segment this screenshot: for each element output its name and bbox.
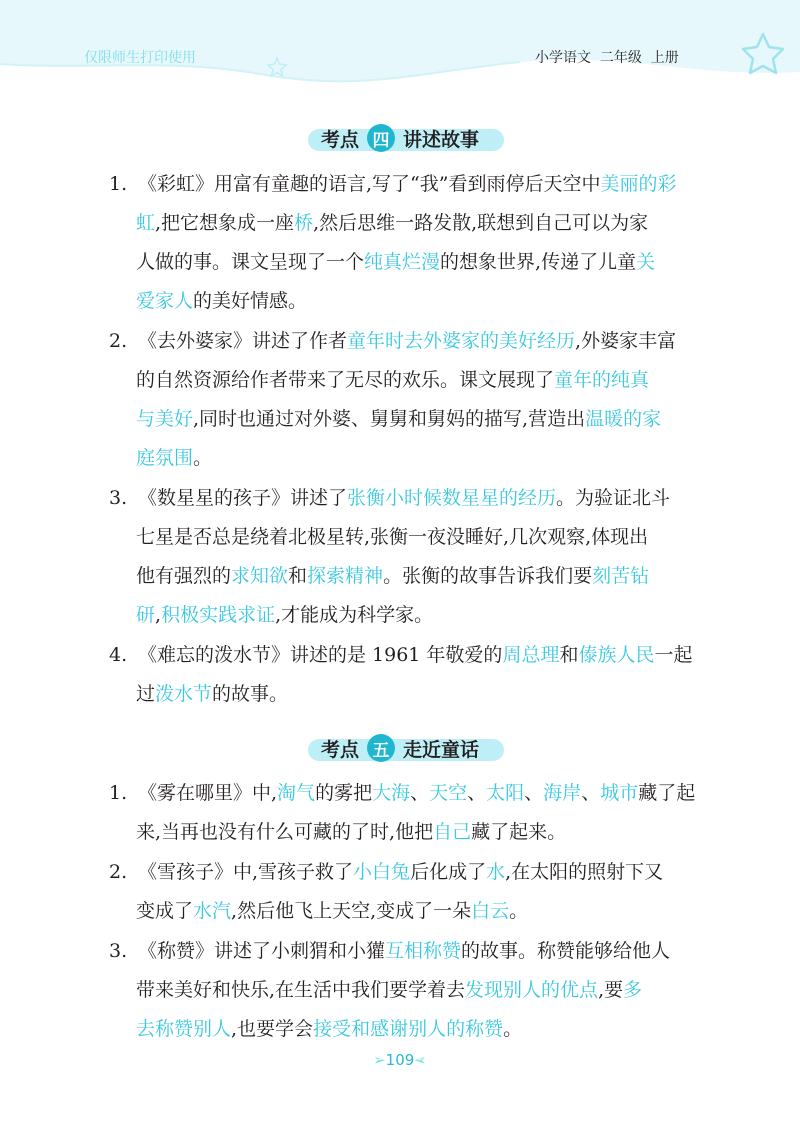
highlighted-answer: 水 (486, 861, 506, 883)
text-line (138, 853, 663, 892)
page-number-text: 109 (385, 1051, 415, 1069)
text-segment: 他有强烈的 (136, 565, 232, 587)
section-title (0, 121, 800, 155)
highlighted-answer: 多 (623, 979, 643, 1001)
item-number: 4. (109, 644, 128, 666)
text-segment: 《称赞》讲述了小刺猬和小獾 (138, 940, 386, 962)
text-segment: 《数星星的孩子》讲述了 (138, 487, 348, 509)
text-segment: , (155, 604, 162, 626)
text-segment: ,外婆家丰富 (575, 330, 677, 352)
section-heading: 讲述故事 (403, 128, 480, 151)
text-segment: 。 (193, 447, 213, 469)
text-segment: 的美好情感。 (193, 290, 308, 312)
text-segment: 后化成了 (410, 861, 487, 883)
highlighted-answer: 美丽的彩 (600, 173, 677, 195)
text-segment: 一起 (654, 644, 693, 666)
text-segment: 、 (524, 782, 544, 804)
text-segment: 过 (136, 683, 156, 705)
highlighted-answer: 去称赞别人 (136, 1018, 232, 1040)
text-segment: ,要 (598, 979, 624, 1001)
text-segment: 的故事。称赞能够给他人 (461, 940, 671, 962)
highlighted-answer: 探索精神 (307, 565, 384, 587)
text-line (136, 439, 212, 478)
text-line (136, 204, 648, 243)
text-segment: 《彩虹》用富有童趣的语言,写了“我”看到雨停后天空中 (138, 173, 601, 195)
text-segment: 。 (503, 1018, 523, 1040)
highlighted-answer: 白云 (471, 900, 510, 922)
highlighted-answer: 爱家人 (136, 290, 194, 312)
highlighted-answer: 求知欲 (231, 565, 289, 587)
text-segment: 和 (559, 644, 579, 666)
text-line (136, 243, 655, 282)
highlighted-answer: 虹 (136, 212, 156, 234)
text-segment: 的自然资源给作者带来了无尽的欢乐。课文展现了 (136, 369, 555, 391)
highlighted-answer: 与美好 (136, 408, 194, 430)
highlighted-answer: 傣族人民 (578, 644, 655, 666)
highlighted-answer: 泼水节 (155, 683, 213, 705)
highlighted-answer: 童年的纯真 (554, 369, 650, 391)
highlighted-answer: 城市 (600, 782, 639, 804)
text-segment: ,同时也通过对外婆、舅舅和舅妈的描写,营造出 (193, 408, 586, 430)
text-segment: 《去外婆家》讲述了作者 (138, 330, 348, 352)
section-heading: 走近童话 (403, 738, 480, 761)
text-segment: 人做的事。课文呈现了一个 (136, 251, 365, 273)
left-arrow-icon: ➢ (373, 1051, 386, 1069)
highlighted-answer: 周总理 (502, 644, 560, 666)
section-number-badge: 四 (367, 124, 395, 152)
text-line (138, 322, 676, 361)
text-line (138, 932, 670, 971)
text-segment: 带来美好和快乐,在生活中我们要学着去 (136, 979, 466, 1001)
highlighted-answer: 水汽 (193, 900, 232, 922)
text-line (136, 971, 642, 1010)
text-segment: 来,当再也没有什么可藏的了时,他把 (136, 821, 434, 843)
highlighted-answer: 互相称赞 (385, 940, 462, 962)
text-segment: ,把它想象成一座 (155, 212, 295, 234)
text-line (136, 813, 566, 852)
highlighted-answer: 庭氛围 (136, 447, 194, 469)
item-number: 2. (109, 330, 128, 352)
text-line (136, 282, 307, 321)
item-number: 2. (109, 861, 128, 883)
page-number (0, 1051, 800, 1069)
highlighted-answer: 张衡小时候数星星的经历 (347, 487, 557, 509)
text-segment: 的想象世界,传递了儿童 (440, 251, 637, 273)
header-book-info: 小学语文 二年级 上册 (535, 50, 679, 66)
text-segment: 藏了起来。 (471, 821, 567, 843)
text-segment: ,才能成为科学家。 (275, 604, 434, 626)
section-number-badge: 五 (367, 734, 395, 762)
text-line (136, 892, 528, 931)
text-line (138, 165, 676, 204)
text-segment: 《雾在哪里》中, (138, 782, 278, 804)
highlighted-answer: 发现别人的优点 (465, 979, 599, 1001)
item-number: 3. (109, 940, 128, 962)
text-segment: 变成了 (136, 900, 194, 922)
text-segment: 的雾把 (315, 782, 373, 804)
highlighted-answer: 积极实践求证 (161, 604, 276, 626)
highlighted-answer: 淘气 (277, 782, 316, 804)
text-segment: 的故事。 (212, 683, 289, 705)
text-line (138, 636, 693, 675)
text-segment: 。 (509, 900, 529, 922)
item-number: 1. (109, 173, 128, 195)
text-segment: 、 (581, 782, 601, 804)
text-segment: 。张衡的故事告诉我们要 (383, 565, 593, 587)
text-segment: ,然后思维一路发散,联想到自己可以为家 (313, 212, 649, 234)
highlighted-answer: 桥 (294, 212, 314, 234)
highlighted-answer: 太阳 (486, 782, 525, 804)
text-line (138, 479, 670, 518)
highlighted-answer: 自己 (433, 821, 472, 843)
text-segment: 。为验证北斗 (556, 487, 671, 509)
text-line (136, 557, 649, 596)
text-segment: 、 (410, 782, 430, 804)
text-segment: 《雪孩子》中,雪孩子救了 (138, 861, 354, 883)
text-segment: 七星是否总是绕着北极星转,张衡一夜没睡好,几次观察,体现出 (136, 526, 649, 548)
item-number: 3. (109, 487, 128, 509)
item-number: 1. (109, 782, 128, 804)
text-segment: ,也要学会 (231, 1018, 314, 1040)
highlighted-answer: 童年时去外婆家的美好经历 (347, 330, 576, 352)
section-title (0, 731, 800, 765)
text-line (136, 400, 661, 439)
text-line (136, 1010, 522, 1049)
highlighted-answer: 小白兔 (353, 861, 411, 883)
text-line (136, 675, 288, 714)
text-line (136, 361, 649, 400)
text-line (138, 774, 695, 813)
small-star-icon (266, 56, 288, 78)
text-segment: 《难忘的泼水节》讲述的是 1961 年敬爱的 (138, 644, 503, 666)
highlighted-answer: 接受和感谢别人的称赞 (313, 1018, 504, 1040)
highlighted-answer: 大海 (372, 782, 411, 804)
highlighted-answer: 刻苦钻 (592, 565, 650, 587)
highlighted-answer: 海岸 (543, 782, 582, 804)
text-line (136, 518, 648, 557)
text-line (136, 596, 433, 635)
text-segment: ,在太阳的照射下又 (505, 861, 664, 883)
section-label: 考点 (320, 128, 359, 151)
highlighted-answer: 关 (636, 251, 656, 273)
text-segment: 藏了起 (638, 782, 696, 804)
star-icon (738, 30, 788, 80)
text-segment: 和 (288, 565, 308, 587)
highlighted-answer: 天空 (429, 782, 468, 804)
highlighted-answer: 温暖的家 (585, 408, 662, 430)
highlighted-answer: 研 (136, 604, 156, 626)
section-label: 考点 (320, 738, 359, 761)
text-segment: 、 (467, 782, 487, 804)
right-arrow-icon: ➢ (414, 1051, 427, 1069)
highlighted-answer: 纯真烂漫 (364, 251, 441, 273)
header-print-notice: 仅限师生打印使用 (84, 50, 196, 66)
text-segment: ,然后他飞上天空,变成了一朵 (231, 900, 472, 922)
